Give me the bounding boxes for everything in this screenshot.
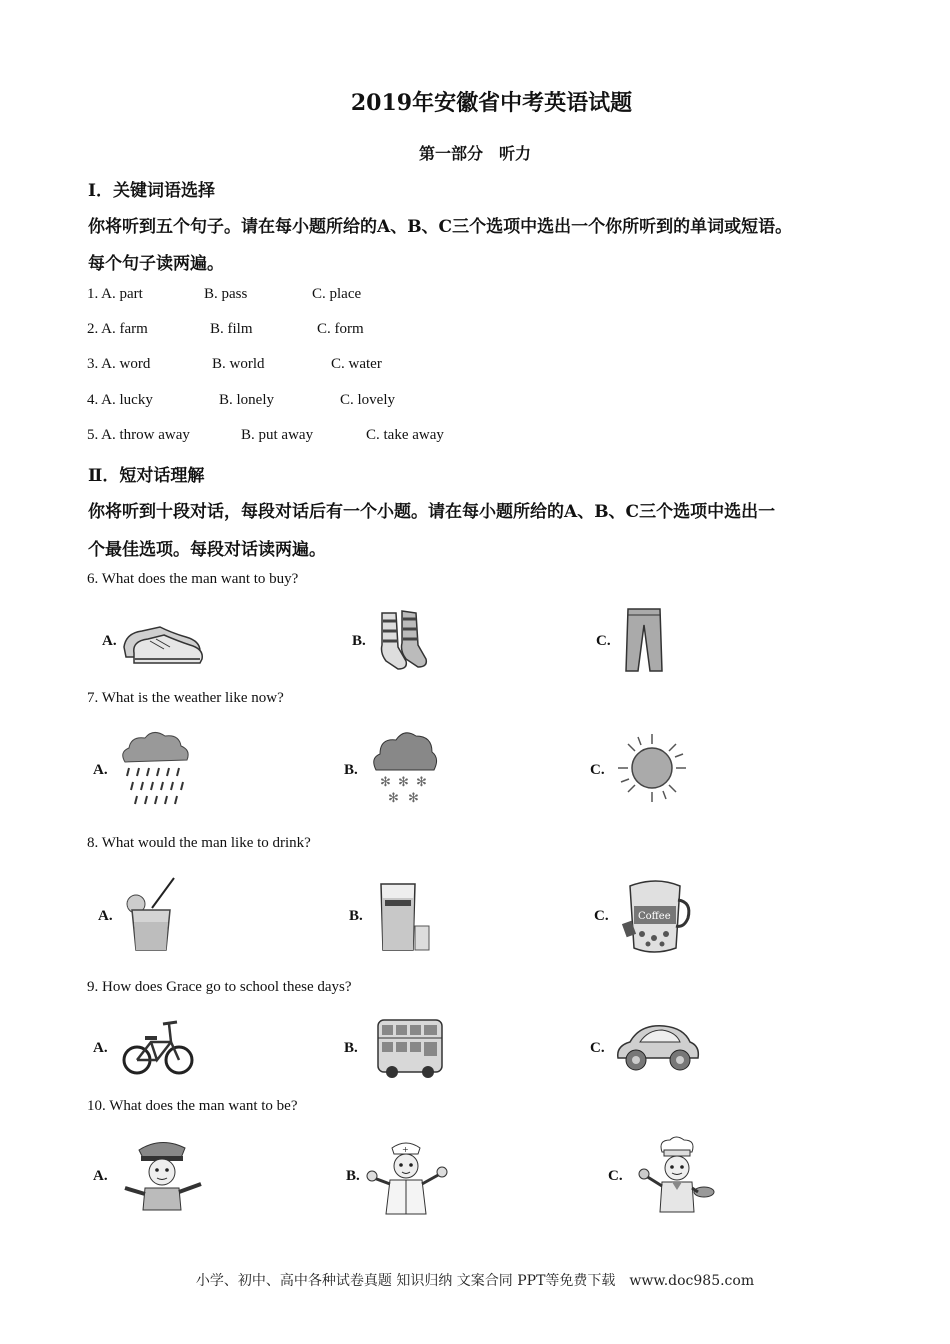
option-label: C.	[596, 633, 611, 649]
part-title: 第一部分 听力	[418, 144, 531, 163]
option-label: B.	[344, 1040, 358, 1056]
option-label: A.	[93, 1168, 108, 1184]
svg-text:✻: ✻	[408, 791, 419, 806]
question-7-text: 7. What is the weather like now?	[87, 690, 284, 706]
snow-cloud-icon	[370, 728, 438, 806]
option-c: C. take away	[366, 427, 444, 443]
option-a: 4. A. lucky	[87, 392, 153, 408]
page-title: 2019年安徽省中考英语试题	[350, 90, 633, 116]
option-label: A.	[93, 1040, 108, 1056]
option-b: B. pass	[204, 286, 248, 302]
section2-heading: Ⅱ．短对话理解	[88, 466, 205, 486]
option-b: B. put away	[241, 427, 314, 443]
option-b: B. world	[212, 356, 265, 372]
option-label: B.	[346, 1168, 360, 1184]
bus-icon	[374, 1016, 446, 1080]
question-6-text: 6. What does the man want to buy?	[87, 571, 299, 587]
svg-text:✻: ✻	[388, 791, 399, 806]
option-c: C. water	[331, 356, 382, 372]
question-9-text: 9. How does Grace go to school these days?	[87, 979, 352, 995]
socks-icon	[372, 609, 432, 671]
option-a: 5. A. throw away	[87, 427, 190, 443]
option-label: A.	[98, 908, 113, 924]
section2-instruction: 你将听到十段对话，每段对话后有一个小题。请在每小题所给的A、B、C三个选项中选出一	[88, 502, 776, 522]
doctor-icon	[364, 1136, 448, 1216]
car-icon	[614, 1020, 700, 1076]
juice-glass-icon	[122, 874, 182, 954]
question-10-text: 10. What does the man want to be?	[87, 1098, 298, 1114]
option-label: C.	[608, 1168, 623, 1184]
sneakers-icon	[120, 613, 206, 665]
question-8-text: 8. What would the man like to drink?	[87, 835, 311, 851]
bicycle-icon	[121, 1014, 195, 1080]
option-label: B.	[349, 908, 363, 924]
trousers-icon	[622, 607, 666, 673]
svg-text:+: +	[402, 1145, 409, 1154]
option-a: 1. A. part	[87, 286, 143, 302]
option-c: C. place	[312, 286, 362, 302]
section1-instruction-cont: 每个句子读两遍。	[88, 254, 224, 274]
option-b: B. film	[210, 321, 253, 337]
option-label: A.	[93, 762, 108, 778]
option-a: 2. A. farm	[87, 321, 148, 337]
footer-text: 小学、初中、高中各种试卷真题 知识归纳 文案合同 PPT等免费下载 www.doc985.com	[195, 1273, 755, 1289]
mug-label: Coffee	[638, 911, 671, 922]
option-c: C. lovely	[340, 392, 395, 408]
option-label: B.	[344, 762, 358, 778]
option-c: C. form	[317, 321, 364, 337]
option-b: B. lonely	[219, 392, 274, 408]
option-label: C.	[590, 762, 605, 778]
section1-instruction: 你将听到五个句子。请在每小题所给的A、B、C三个选项中选出一个你所听到的单词或短语。	[88, 217, 793, 237]
police-officer-icon	[121, 1136, 205, 1216]
coffee-mug-icon	[620, 876, 692, 954]
option-label: C.	[590, 1040, 605, 1056]
svg-text:✻: ✻	[416, 775, 427, 790]
cook-icon	[628, 1136, 718, 1216]
svg-text:✻: ✻	[398, 775, 409, 790]
section1-heading: I．关键词语选择	[88, 181, 215, 201]
sun-icon	[614, 730, 690, 806]
option-label: C.	[594, 908, 609, 924]
water-glass-icon	[375, 880, 433, 954]
section2-instruction-cont: 个最佳选项。每段对话读两遍。	[88, 540, 326, 560]
option-label: A.	[102, 633, 117, 649]
option-a: 3. A. word	[87, 356, 151, 372]
option-label: B.	[352, 633, 366, 649]
svg-text:✻: ✻	[380, 775, 391, 790]
rain-cloud-icon	[117, 728, 193, 808]
